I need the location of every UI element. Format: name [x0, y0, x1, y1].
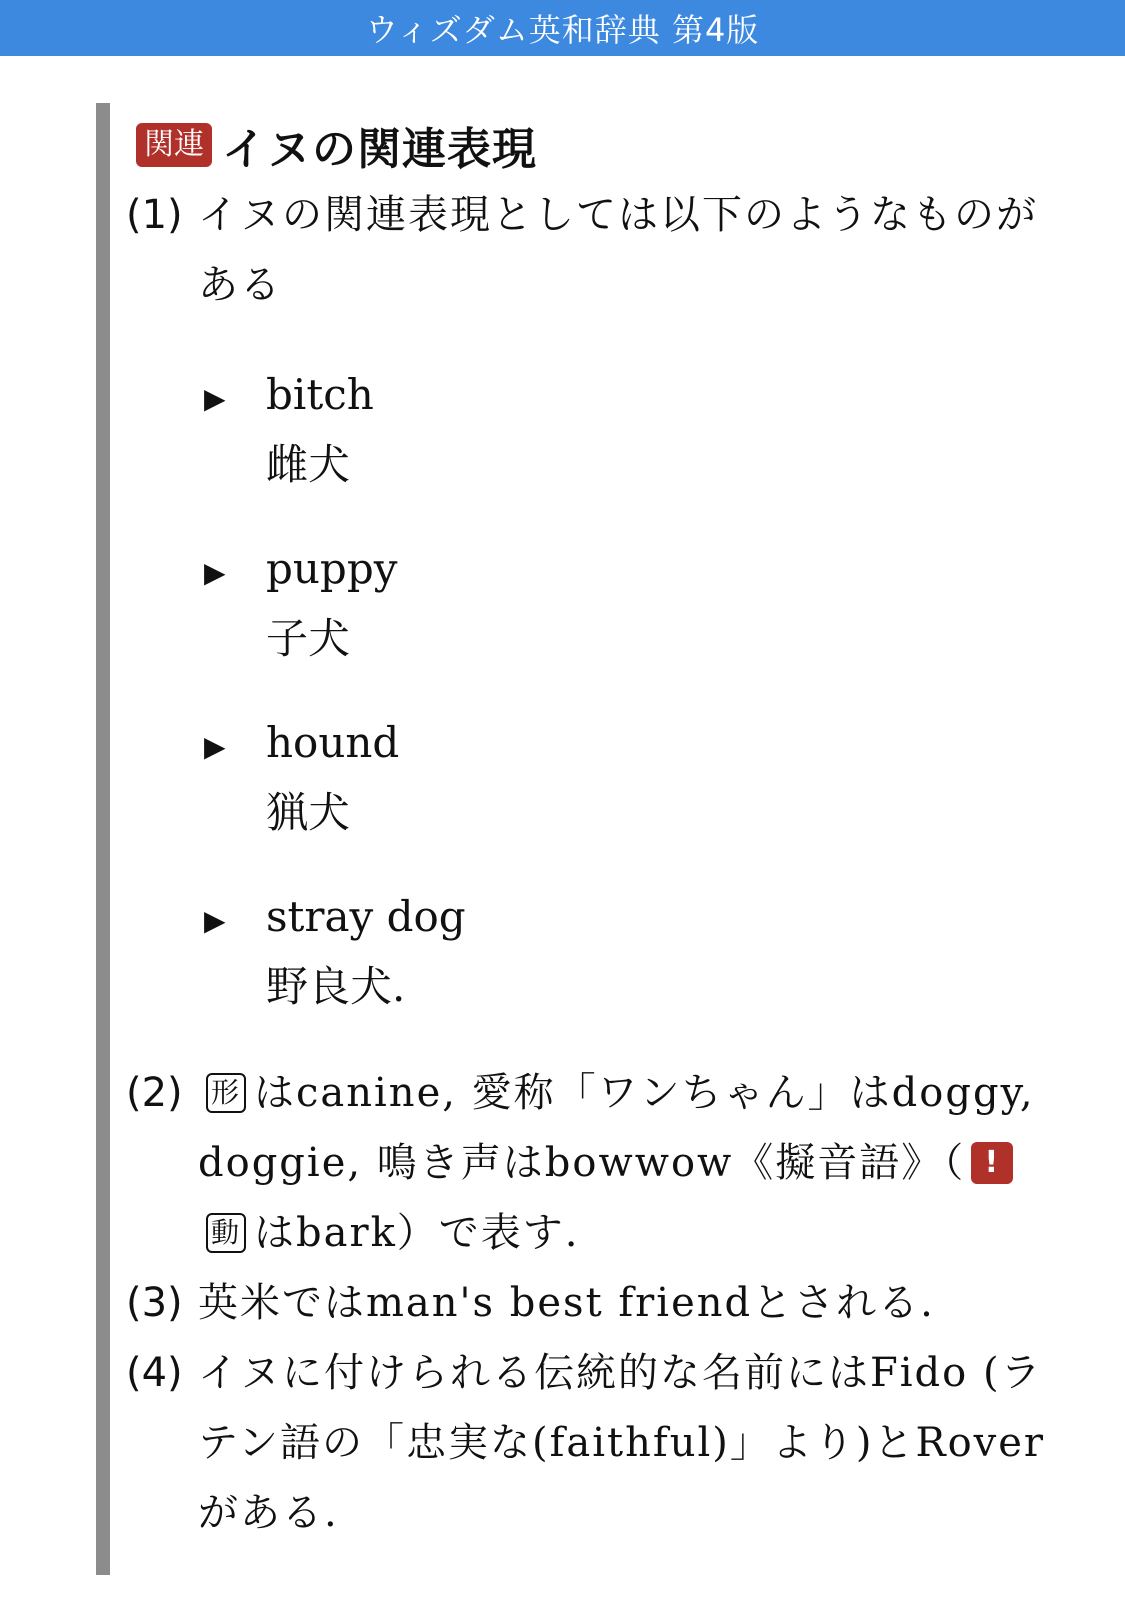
related-expressions-section [126, 110, 1066, 1548]
play-triangle-icon: ▶ [204, 556, 226, 589]
note-item-4 [126, 1338, 1066, 1548]
note-text: イヌの関連表現としては以下のようなものがある [198, 192, 1038, 308]
app-header [0, 0, 1125, 56]
note-item-2 [126, 1058, 1066, 1268]
note-number: (2) [126, 1070, 183, 1116]
example-item[interactable] [204, 882, 1066, 1022]
note-number: (1) [126, 192, 183, 238]
example-japanese: 雌犬 [266, 440, 351, 489]
play-triangle-icon: ▶ [204, 904, 226, 937]
adjective-label-icon: 形 [206, 1073, 246, 1113]
example-item[interactable] [204, 360, 1066, 500]
section-left-rule [96, 103, 110, 1575]
example-item[interactable] [204, 534, 1066, 674]
note-text [198, 1058, 1066, 1268]
example-japanese: 子犬 [266, 614, 351, 663]
section-title: イヌの関連表現 [222, 124, 537, 175]
play-triangle-icon: ▶ [204, 382, 226, 415]
example-japanese: 野良犬. [266, 962, 406, 1011]
note-text-part: はbark）で表す. [254, 1210, 580, 1256]
note-number: (3) [126, 1280, 183, 1326]
example-english: hound [266, 718, 400, 767]
play-triangle-icon: ▶ [204, 730, 226, 763]
app-title: ウィズダム英和辞典 第4版 [365, 11, 760, 49]
example-list [204, 360, 1066, 1022]
note-text: イヌに付けられる伝統的な名前にはFido (ラテン語の「忠実な(faithful)」より)とRoverがある. [198, 1350, 1046, 1536]
note-text: 英米ではman's best friendとされる. [198, 1280, 935, 1326]
section-heading [136, 110, 1066, 180]
warning-icon[interactable]: ! [971, 1142, 1013, 1184]
example-english: stray dog [266, 892, 466, 941]
note-text-part: はcanine, 愛称「ワンちゃん」はdoggy, doggie, 鳴き声はbowwow《擬音語》（ [198, 1070, 1035, 1186]
note-item-3 [126, 1268, 1066, 1338]
verb-label-icon: 動 [206, 1213, 246, 1253]
related-badge: 関連 [136, 123, 212, 167]
example-english: bitch [266, 370, 374, 419]
note-item-1 [126, 180, 1066, 320]
note-number: (4) [126, 1350, 183, 1396]
example-japanese: 猟犬 [266, 788, 351, 837]
example-item[interactable] [204, 708, 1066, 848]
example-english: puppy [266, 544, 398, 593]
